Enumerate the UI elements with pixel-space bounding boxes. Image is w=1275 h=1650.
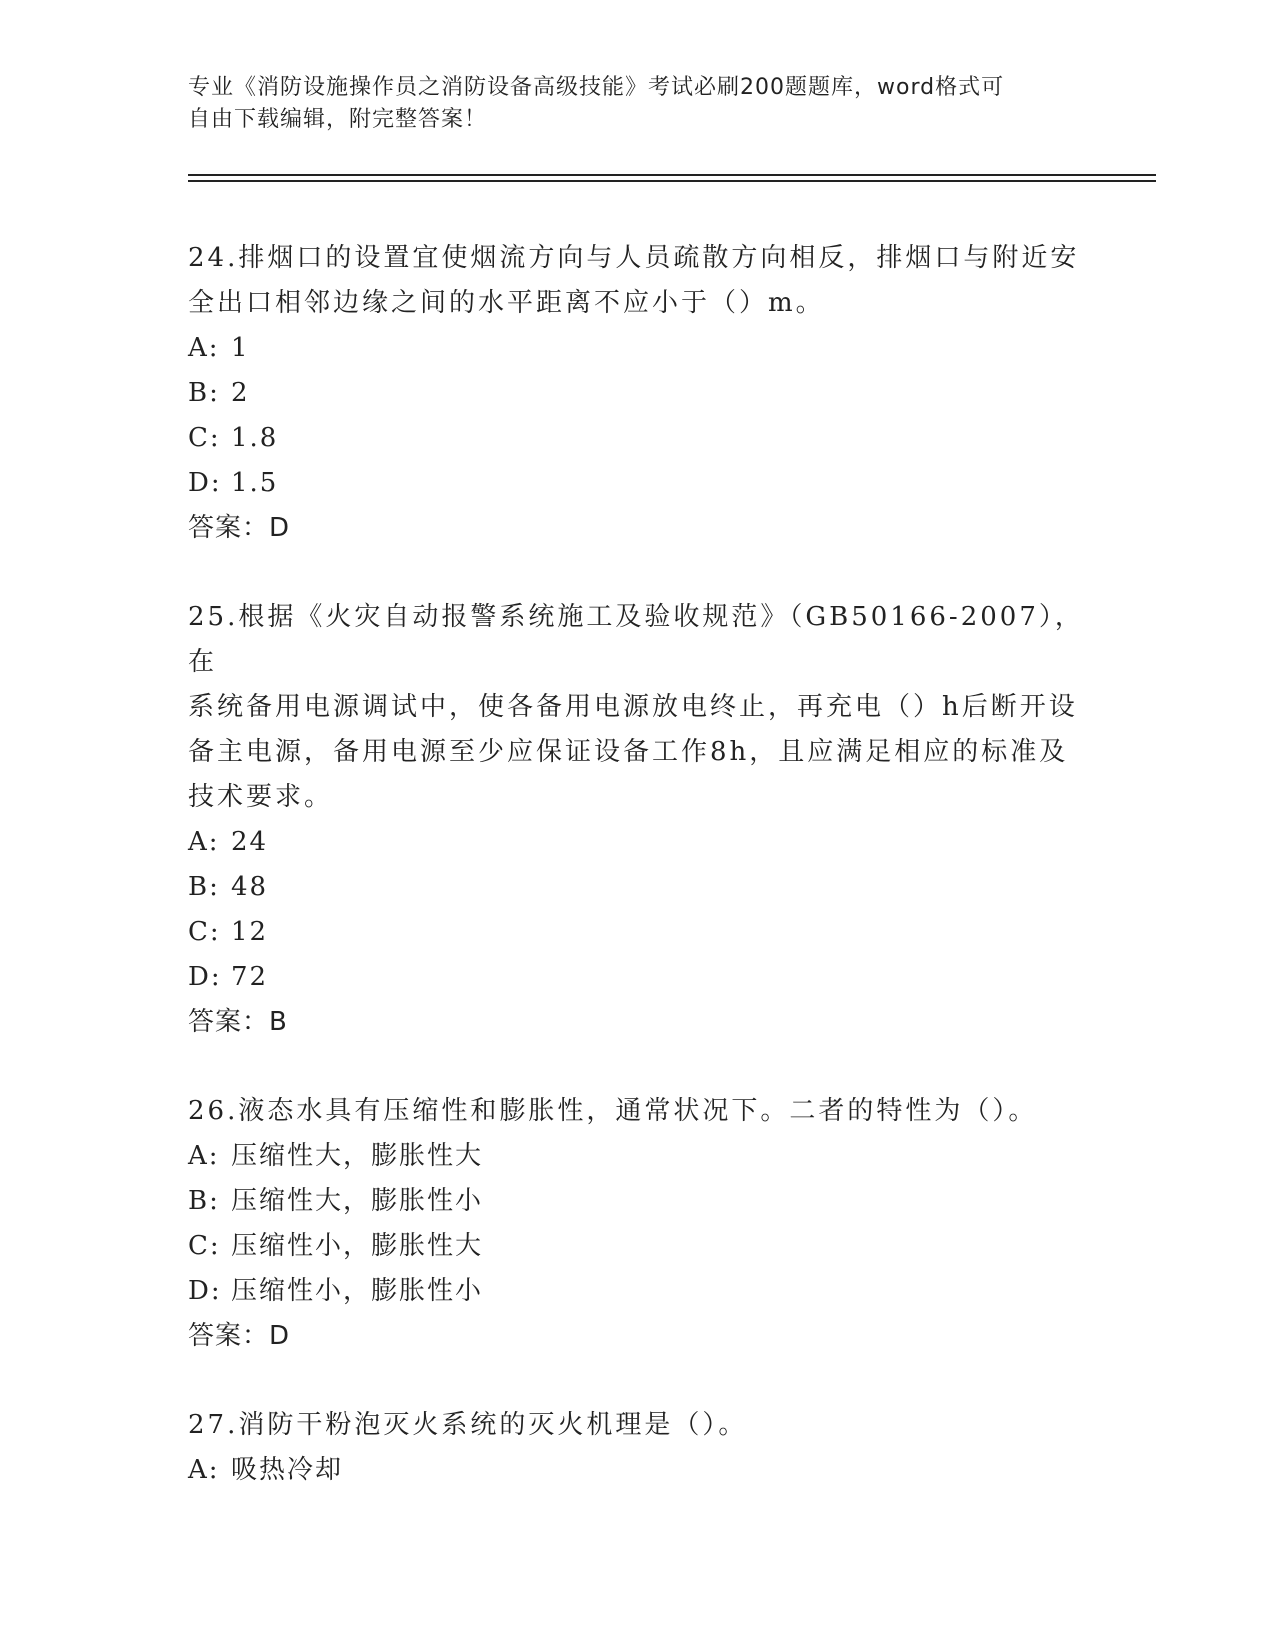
question-list [188,236,1088,1537]
stem-line: 系统备用电源调试中，使各备用电源放电终止，再充电（）h后断开设 [188,692,1078,722]
option-text: 压缩性小，膨胀性大 [231,1231,484,1261]
option-letter: D: [188,468,222,498]
header-line-1: 专业《消防设施操作员之消防设备高级技能》考试必刷200题题库，word格式可 [188,75,1005,100]
header-divider-top [188,174,1156,176]
option-d [188,955,1088,1000]
answer-line: 答案：B [188,1007,288,1037]
option-letter: C: [188,423,221,453]
option-letter: B: [188,378,220,408]
option-b [188,865,1088,910]
option-b [188,371,1088,416]
option-b [188,1179,1088,1224]
option-text: 压缩性小，膨胀性小 [231,1276,484,1306]
header-divider-bottom [188,180,1156,182]
option-letter: B: [188,872,220,902]
answer-line: 答案：D [188,513,291,543]
stem-line: 技术要求。 [188,782,334,812]
option-c [188,910,1088,955]
stem-line: 25.根据《火灾自动报警系统施工及验收规范》（GB50166-2007），在 [188,602,1084,677]
question-stem [188,1089,1088,1134]
option-a [188,820,1088,865]
question-stem [188,595,1088,820]
option-letter: A: [188,333,220,363]
option-letter: B: [188,1186,220,1216]
option-text: 1.5 [231,468,279,498]
option-text: 1 [231,333,250,363]
document-header [188,72,1068,136]
stem-line: 备主电源，备用电源至少应保证设备工作8h，且应满足相应的标准及 [188,737,1069,767]
option-text: 24 [231,827,269,857]
option-letter: A: [188,827,220,857]
option-text: 压缩性大，膨胀性大 [231,1141,484,1171]
option-a [188,326,1088,371]
option-text: 48 [231,872,269,902]
question-stem [188,236,1088,326]
stem-line: 27.消防干粉泡灭火系统的灭火机理是（）。 [188,1410,748,1440]
option-letter: D: [188,1276,222,1306]
option-c [188,416,1088,461]
question-25 [188,595,1088,1045]
option-d [188,1269,1088,1314]
option-text: 2 [231,378,250,408]
option-letter: A: [188,1141,220,1171]
header-line-2: 自由下载编辑，附完整答案！ [188,107,488,132]
option-letter: A: [188,1455,220,1485]
question-27 [188,1403,1088,1493]
stem-line: 24.排烟口的设置宜使烟流方向与人员疏散方向相反，排烟口与附近安 [188,243,1080,273]
question-26 [188,1089,1088,1359]
option-text: 72 [231,962,269,992]
question-24 [188,236,1088,551]
option-text: 1.8 [231,423,279,453]
option-letter: D: [188,962,222,992]
option-d [188,461,1088,506]
option-text: 吸热冷却 [231,1455,344,1485]
stem-line: 26.液态水具有压缩性和膨胀性，通常状况下。二者的特性为（）。 [188,1096,1038,1126]
option-a [188,1134,1088,1179]
option-c [188,1224,1088,1269]
option-text: 12 [231,917,269,947]
option-a [188,1448,1088,1493]
stem-line: 全出口相邻边缘之间的水平距离不应小于（）m。 [188,288,825,318]
answer-line: 答案：D [188,1321,291,1351]
option-text: 压缩性大，膨胀性小 [231,1186,484,1216]
option-letter: C: [188,917,221,947]
option-letter: C: [188,1231,221,1261]
question-stem [188,1403,1088,1448]
